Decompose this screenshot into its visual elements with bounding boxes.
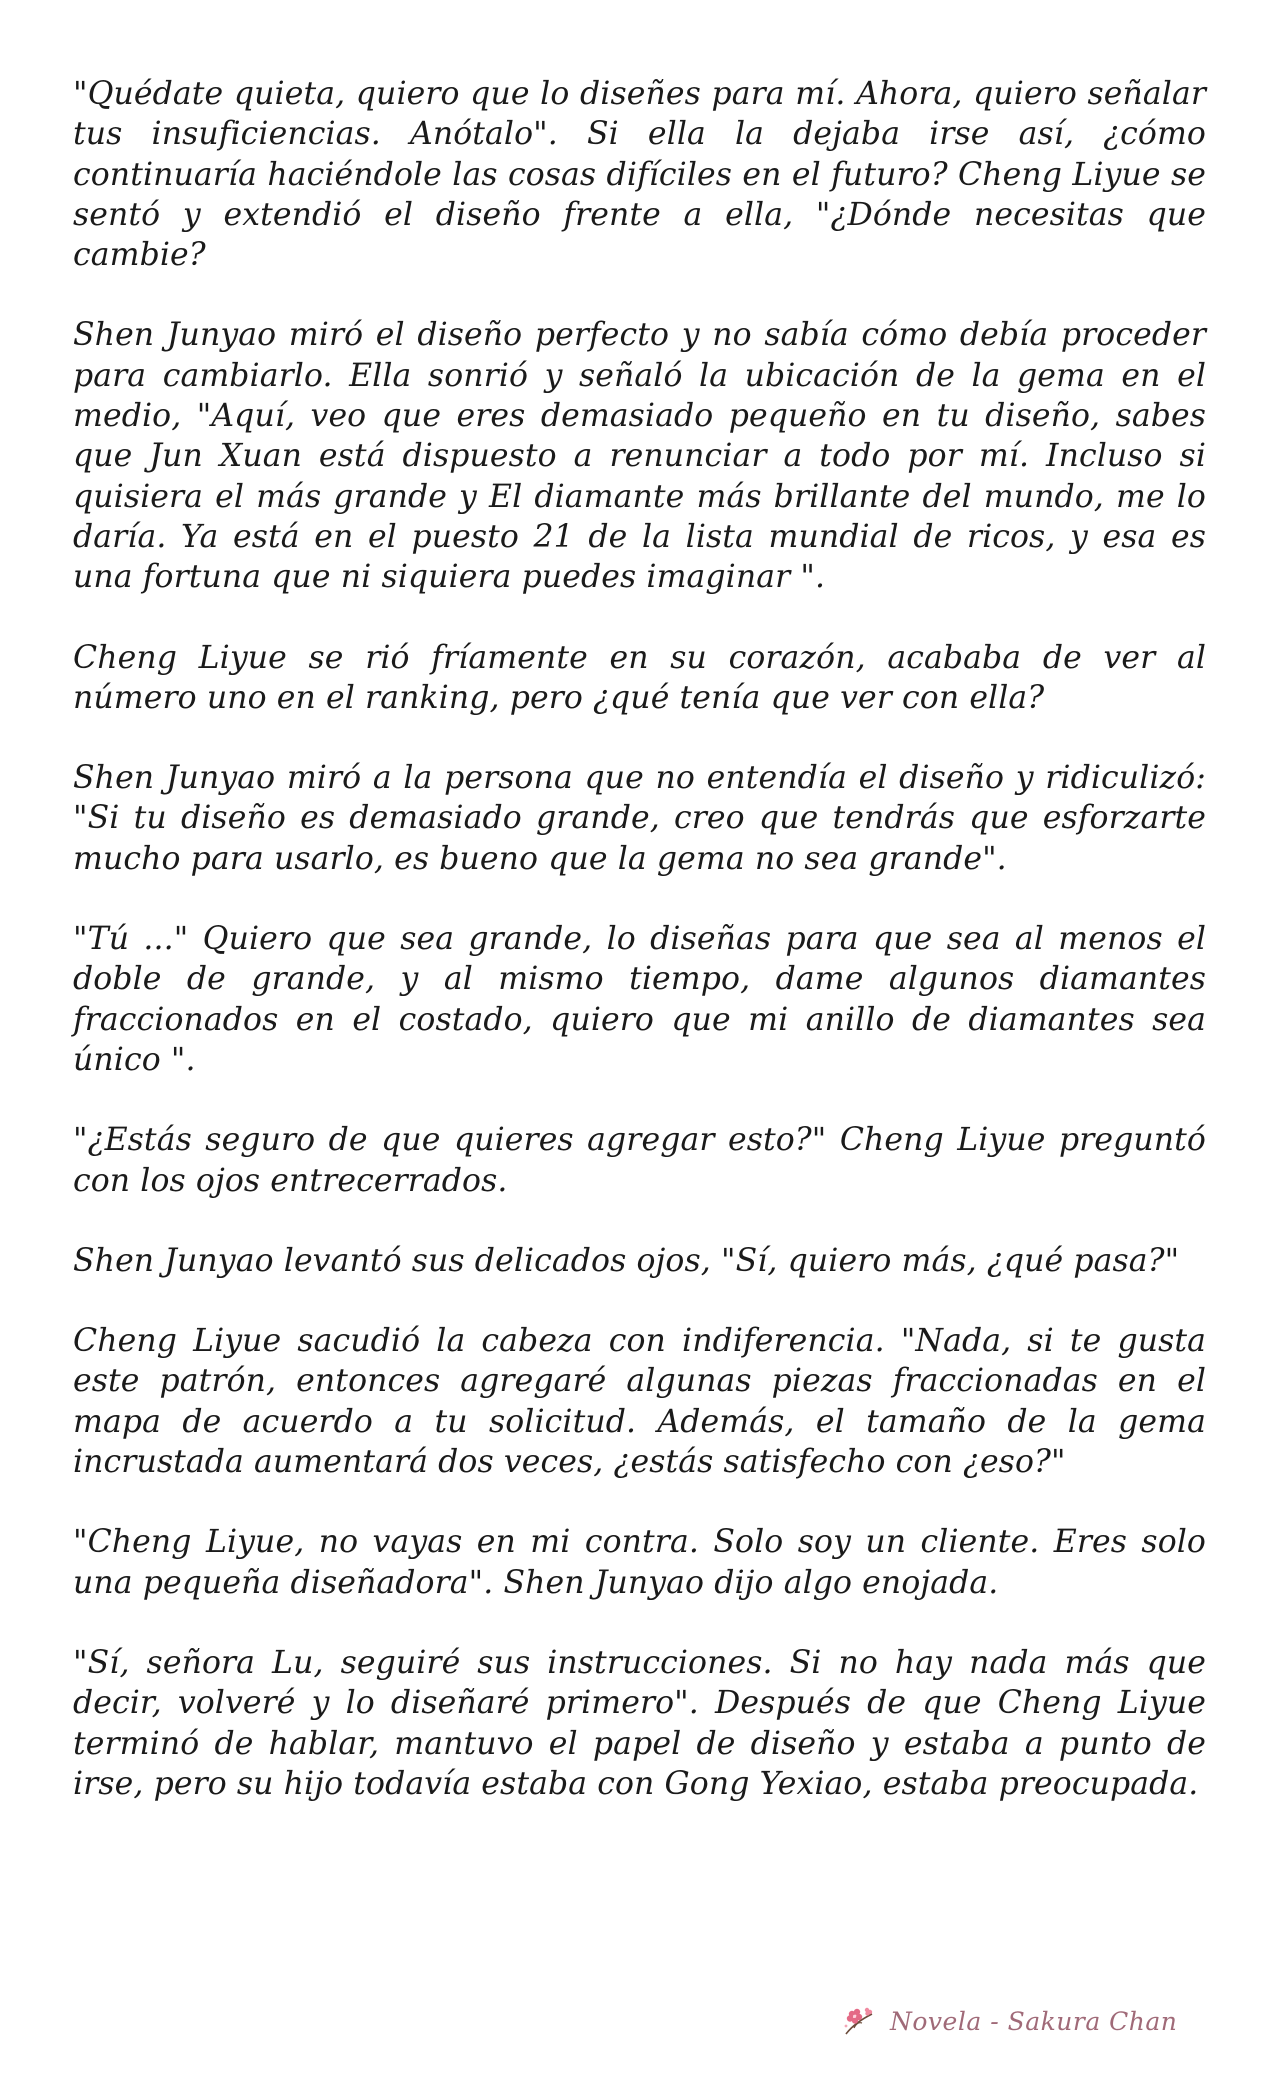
paragraph-10: "Sí, señora Lu, seguiré sus instrucciones. Si no hay nada más que decir, volveré y lo diseñaré primero". Después de que Cheng Liyue terminó de hablar, mantuvo el papel de diseño y estaba a punto de irse, pero su hijo todavía estaba con Gong Yexiao, estaba preocupada. [73,1644,1206,1802]
paragraph-9: "Cheng Liyue, no vayas en mi contra. Solo soy un cliente. Eres solo una pequeña diseñadora". Shen Junyao dijo algo enojada. [73,1524,1206,1601]
watermark [840,2001,1177,2041]
paragraph-7: Shen Junyao levantó sus delicados ojos, "Sí, quiero más, ¿qué pasa?" [73,1242,1180,1279]
paragraph-2: Shen Junyao miró el diseño perfecto y no sabía cómo debía proceder para cambiarlo. Ella sonrió y señaló la ubicación de la gema en el medio, "Aquí, veo que eres demasiado pequeño en tu diseño, sabes que Jun Xuan está dispuesto a renunciar a todo por mí. Incluso si quisiera el más grande y El diamante más brillante del mundo, me lo daría. Ya está en el puesto 21 de la lista mundial de ricos, y esa es una fortuna que ni siquiera puedes imaginar ". [73,317,1206,596]
paragraph-5: "Tú ..." Quiero que sea grande, lo diseñas para que sea al menos el doble de grande, y al mismo tiempo, dame algunos diamantes fraccionados en el costado, quiero que mi anillo de diamantes sea único ". [73,921,1206,1078]
paragraph-1: "Quédate quieta, quiero que lo diseñes para mí. Ahora, quiero señalar tus insuficiencias. Anótalo". Si ella la dejaba irse así, ¿cómo continuaría haciéndole las cosas difíciles en el futuro? Cheng Liyue se sentó y extendió el diseño frente a ella, "¿Dónde necesitas que cambie? [73,76,1206,274]
cherry-blossom-icon [840,2004,876,2038]
paragraph-8: Cheng Liyue sacudió la cabeza con indiferencia. "Nada, si te gusta este patrón, entonces agregaré algunas piezas fraccionadas en el mapa de acuerdo a tu solicitud. Además, el tamaño de la gema incrustada aumentará dos veces, ¿estás satisfecho con ¿eso?" [73,1323,1206,1481]
paragraph-4: Shen Junyao miró a la persona que no entendía el diseño y ridiculizó: "Si tu diseño es demasiado grande, creo que tendrás que esforzarte mucho para usarlo, es bueno que la gema no sea grande". [73,760,1206,877]
paragraph-6: "¿Estás seguro de que quieres agregar esto?" Cheng Liyue preguntó con los ojos entrecerrados. [73,1122,1206,1199]
document-body [73,74,1206,1844]
paragraph-3: Cheng Liyue se rió fríamente en su corazón, acababa de ver al número uno en el ranking, pero ¿qué tenía que ver con ella? [73,639,1206,716]
watermark-text: Novela - Sakura Chan [890,2006,1178,2036]
